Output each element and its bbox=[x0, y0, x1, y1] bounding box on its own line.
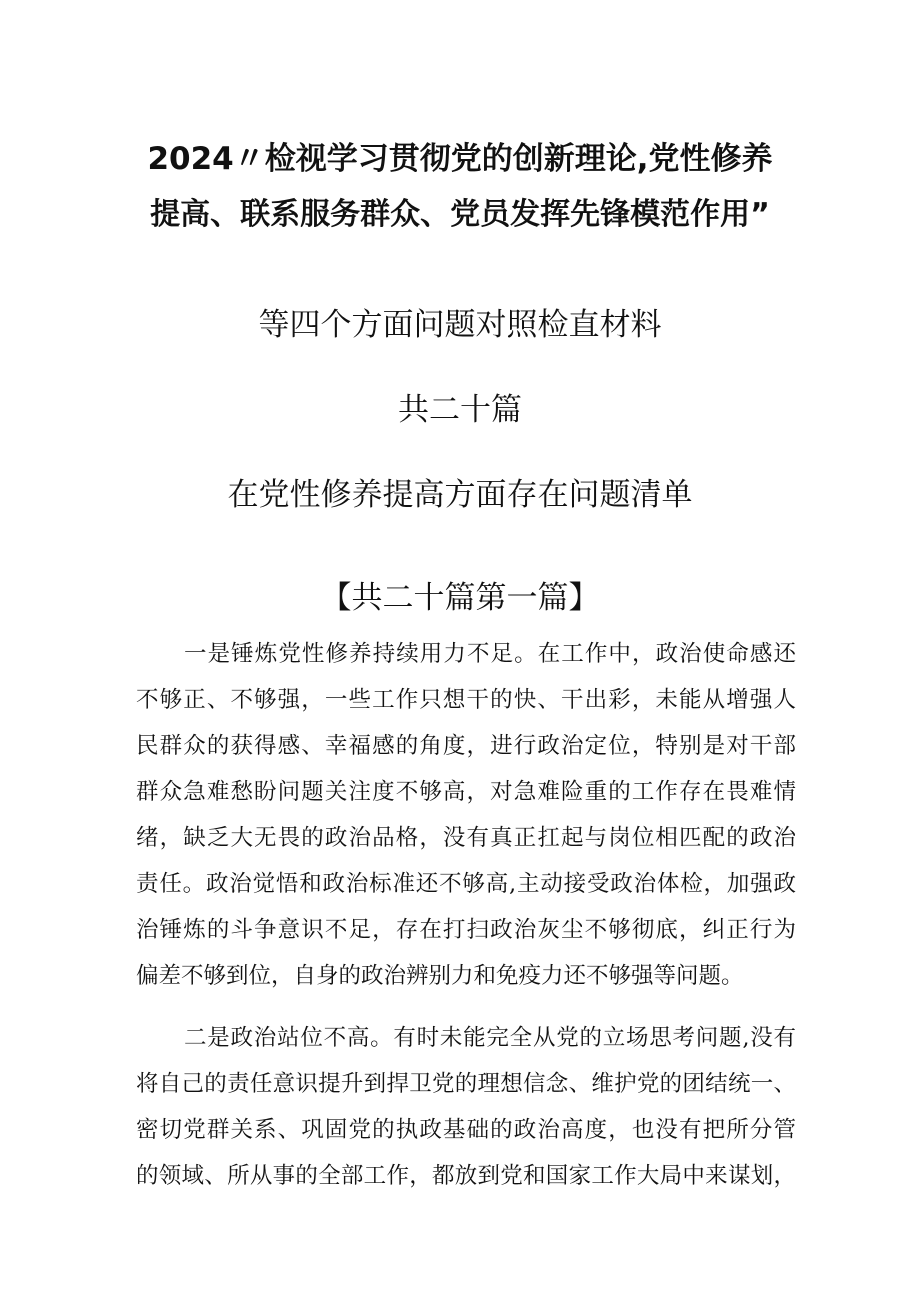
document-title-line-5: 在党性修养提高方面存在问题清单 bbox=[227, 477, 693, 513]
document-title-line-4: 共二十篇 bbox=[398, 392, 522, 428]
document-title-line-1: 2024〃检视学习贯彻党的创新理论,党性修养 bbox=[147, 141, 773, 177]
paragraph-1-line: 治锤炼的斗争意识不足，存在打扫政治灰尘不够彻底，纠正行为 bbox=[136, 917, 796, 943]
section-heading: 【共二十篇第一篇】 bbox=[320, 580, 600, 616]
paragraph-1 bbox=[136, 631, 796, 999]
paragraph-1-line: 偏差不够到位，自身的政治辨别力和免疫力还不够强等问题。 bbox=[136, 963, 744, 989]
paragraph-2-line: 的领域、所从事的全部工作，都放到党和国家工作大局中来谋划， bbox=[136, 1163, 796, 1189]
paragraph-2 bbox=[136, 1015, 796, 1199]
paragraph-1-line: 群众急难愁盼问题关注度不够高，对急难险重的工作存在畏难情 bbox=[136, 779, 796, 805]
paragraph-2-line: 将自己的责任意识提升到捍卫党的理想信念、维护党的团结统一、 bbox=[136, 1071, 796, 1097]
paragraph-1-line: 绪，缺乏大无畏的政治品格，没有真正扛起与岗位相匹配的政治 bbox=[136, 825, 796, 851]
document-title-line-2: 提高、联系服务群众、党员发挥先锋模范作用” bbox=[150, 197, 770, 232]
paragraph-2-line: 二是政治站位不高。有时未能完全从党的立场思考问题,没有 bbox=[184, 1025, 796, 1051]
paragraph-1-line: 不够正、不够强，一些工作只想干的快、干出彩，未能从增强人 bbox=[136, 687, 796, 713]
paragraph-2-line: 密切党群关系、巩固党的执政基础的政治高度，也没有把所分管 bbox=[136, 1117, 796, 1143]
paragraph-1-line: 责任。政治觉悟和政治标准还不够高,主动接受政治体检，加强政 bbox=[136, 871, 796, 897]
paragraph-1-line: 一是锤炼党性修养持续用力不足。在工作中，政治使命感还 bbox=[184, 641, 796, 667]
paragraph-1-line: 民群众的获得感、幸福感的角度，进行政治定位，特别是对干部 bbox=[136, 733, 796, 759]
document-title-line-3: 等四个方面问题对照检直材料 bbox=[258, 307, 662, 343]
